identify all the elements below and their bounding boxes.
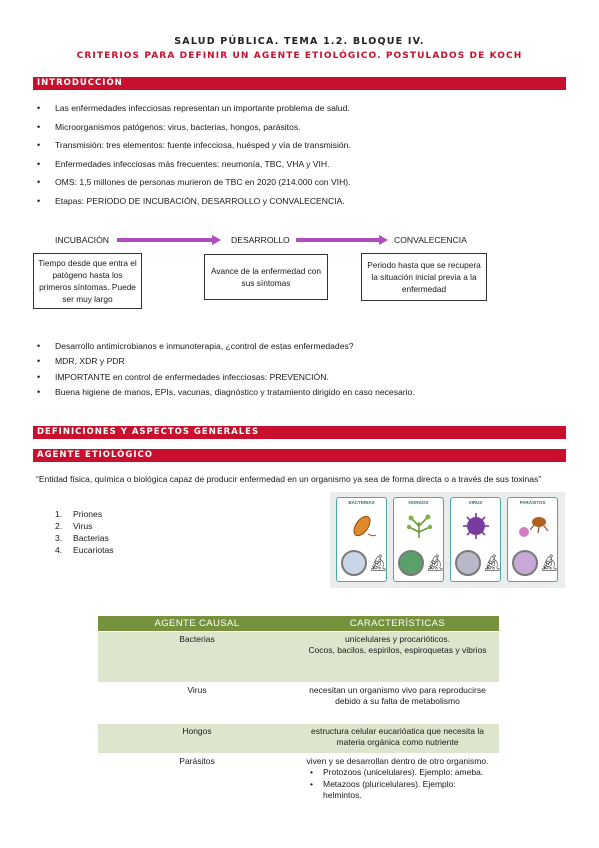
table-row xyxy=(98,631,499,682)
list-item: • Microorganismos patógenos: virus, bacterias, hongos, parásitos. xyxy=(37,118,351,137)
list-item: • MDR, XDR y PDR xyxy=(37,354,415,369)
list-item: • Protozoos (unicelulares). Ejemplo: ameba. xyxy=(310,767,495,779)
characteristics-cell: viven y se desarrollan dentro de otro organismo. • Protozoos (unicelulares). Ejemplo: ameba. • Metazoos (pluricelulares). Ejemplo: helmintos. xyxy=(296,753,499,825)
agent-list xyxy=(55,508,114,556)
bacteria-icon xyxy=(344,512,381,540)
flow-arrow-2 xyxy=(296,235,388,245)
incubation-description-box xyxy=(33,253,142,309)
agent-cell: Hongos xyxy=(98,723,296,753)
petri-dish-icon xyxy=(398,550,424,576)
list-item: • Buena higiene de manos, EPIs, vacunas, diagnóstico y tratamiento dirigido en caso necesario. xyxy=(37,385,415,400)
development-description-box xyxy=(204,254,328,300)
microorganisms-illustration xyxy=(330,492,565,588)
fungi-icon xyxy=(401,512,438,540)
list-item: 4. Eucariotas xyxy=(55,545,114,555)
virus-icon xyxy=(458,512,495,540)
agent-cell: Virus xyxy=(98,682,296,723)
document-subtitle: CRITERIOS PARA DEFINIR UN AGENTE ETIOLÓGICO. POSTULADOS DE KOCH xyxy=(76,51,523,61)
illustration-column-parasites: PARÁSITOS 🔬︎ xyxy=(507,497,558,582)
section-band-agent: AGENTE ETIOLÓGICO xyxy=(33,449,566,462)
list-item: • Enfermedades infecciosas más frecuentes: neumonía, TBC, VHA y VIH. xyxy=(37,155,351,174)
list-item: 2. Virus xyxy=(55,521,93,531)
development-description: Avance de la enfermedad con sus síntomas xyxy=(210,266,322,288)
illustration-column-bacteria: BACTERIAS 🔬︎ xyxy=(336,497,387,582)
list-item: • Etapas: PERIODO DE INCUBACIÓN, DESARROLLO y CONVALECENCIA. xyxy=(37,192,351,211)
microscope-icon: 🔬︎ xyxy=(539,555,560,572)
table-row xyxy=(98,682,499,723)
illustration-column-virus: VIRUS 🔬︎ xyxy=(450,497,501,582)
microscope-icon: 🔬︎ xyxy=(482,555,503,572)
agent-definition-quote: “Entidad física, química o biológica capaz de producir enfermedad en un organismo ya sea de forma directa o a través de sus toxinas” xyxy=(36,474,542,484)
list-item: • Transmisión: tres elementos: fuente infecciosa, huésped y vía de transmisión. xyxy=(37,136,351,155)
parasite-icon xyxy=(515,510,552,538)
convalescence-description-box xyxy=(361,253,487,301)
microscope-icon: 🔬︎ xyxy=(368,555,389,572)
document-header xyxy=(0,36,599,61)
causal-agent-table xyxy=(98,616,499,825)
stage-incubation-label: INCUBACIÓN xyxy=(55,235,109,245)
petri-dish-icon xyxy=(341,550,367,576)
petri-dish-icon xyxy=(455,550,481,576)
table-row xyxy=(98,753,499,825)
characteristics-cell: estructura celular eucarióatica que necesita la materia orgánica como nutriente xyxy=(296,723,499,753)
illustration-column-fungi: HONGOS 🔬︎ xyxy=(393,497,444,582)
agent-cell: Parásitos xyxy=(98,753,296,825)
list-item: • OMS: 1,5 millones de personas murieron de TBC en 2020 (214.000 con VIH). xyxy=(37,173,351,192)
convalescence-description: Periodo hasta que se recupera la situación inicial previa a la enfermedad xyxy=(367,260,481,294)
table-row xyxy=(98,723,499,753)
stage-convalescence-label: CONVALECENCIA xyxy=(394,235,467,245)
petri-dish-icon xyxy=(512,550,538,576)
list-item: • Desarrollo antimicrobianos e inmunoterapia, ¿control de estas enfermedades? xyxy=(37,339,415,354)
list-item: • IMPORTANTE en control de enfermedades infecciosas: PREVENCIÓN. xyxy=(37,370,415,385)
table-header-row xyxy=(98,616,499,631)
list-item: • Metazoos (pluricelulares). Ejemplo: helmintos. xyxy=(310,779,495,802)
agent-cell: Bacterias xyxy=(98,631,296,682)
list-item: • Las enfermedades infecciosas representan un importante problema de salud. xyxy=(37,99,351,118)
flow-arrow-1 xyxy=(117,235,221,245)
column-header-characteristics: CARACTERÍSTICAS xyxy=(296,616,499,631)
more-bullet-list xyxy=(37,339,415,400)
list-item: 1. Priones xyxy=(55,509,103,519)
microscope-icon: 🔬︎ xyxy=(425,555,446,572)
characteristics-cell: unicelulares y procarióticos. Cocos, bacilos, espirilos, espiroquetas y vibrios xyxy=(296,631,499,682)
incubation-description: Tiempo desde que entra el patógeno hasta los primeros síntomas. Puede ser muy largo xyxy=(38,258,137,304)
stage-development-label: DESARROLLO xyxy=(231,235,290,245)
characteristics-cell: necesitan un organismo vivo para reproducirse debido a su falta de metabolismo xyxy=(296,682,499,723)
intro-bullet-list xyxy=(37,99,351,211)
list-item: 3. Bacterias xyxy=(55,533,109,543)
column-header-agent: AGENTE CAUSAL xyxy=(98,616,296,631)
section-band-intro: INTRODUCCIÓN xyxy=(33,77,566,90)
section-band-definitions: DEFINICIONES Y ASPECTOS GENERALES xyxy=(33,426,566,439)
document-title: SALUD PÚBLICA. TEMA 1.2. BLOQUE IV. xyxy=(174,36,425,47)
